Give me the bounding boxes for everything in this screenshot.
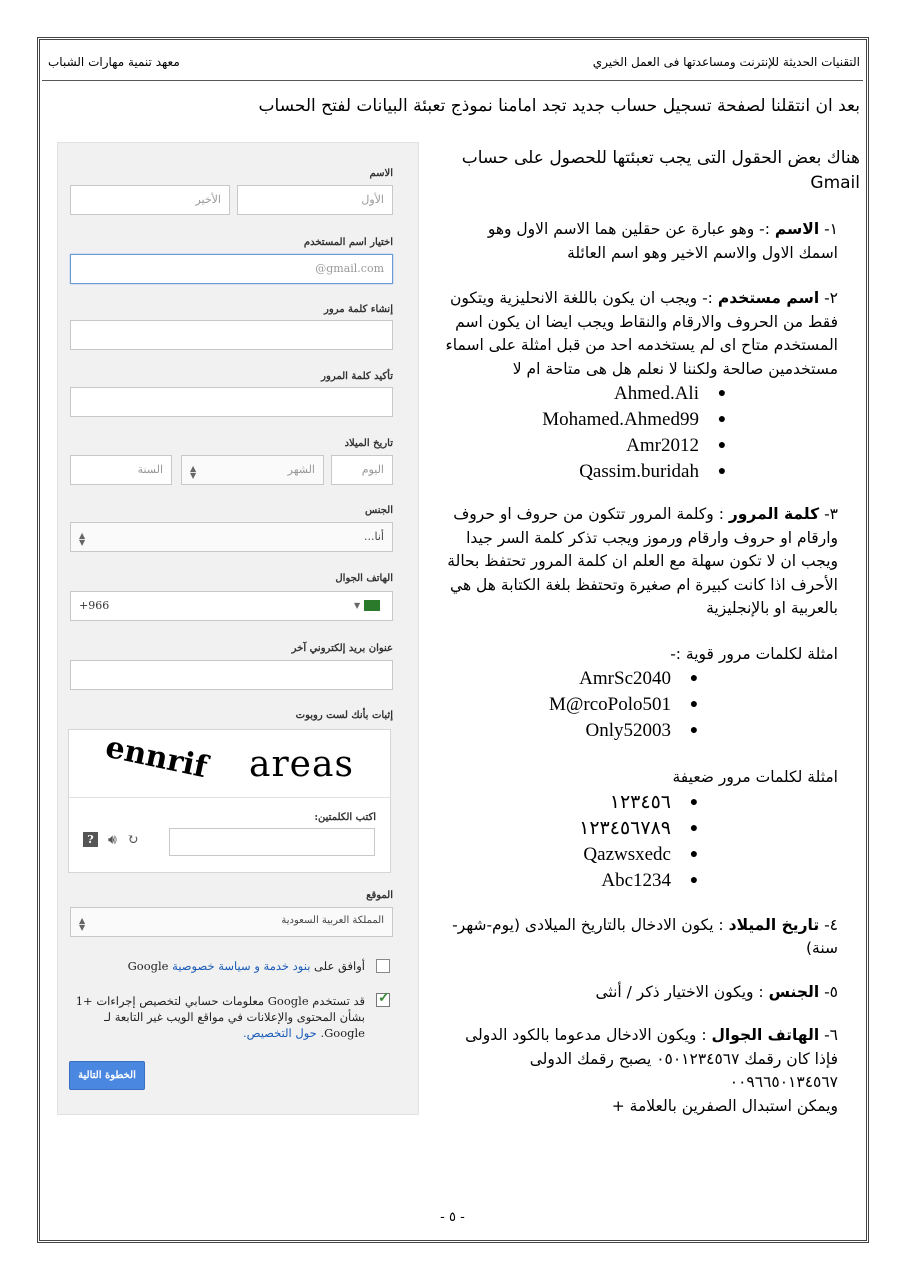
strong-passwords (435, 666, 760, 744)
audio-icon[interactable]: 🔊︎ (108, 832, 117, 848)
list-item: ● Mohamed.Ahmed99 (435, 407, 788, 433)
item-text: : وكلمة المرور تتكون من حروف او حروف وارقام او حروف وارقام ورموز ويجب تذكر كلمة السر جيدا ويجب ان لا تكون سهلة مع العلم ان كلمة المرور تحتفظ بحالة الأحرف اذا كانت كبيرة ام صغيرة وتحتفظ بلغة الكتابة هل هي بالعربية او بالإنجليزية (447, 505, 838, 617)
gender-select[interactable]: أنا... ▲ ▼ (70, 522, 393, 552)
captcha-word: areas (249, 744, 354, 785)
item-title: الجنس (768, 982, 820, 1001)
list-item: ● Amr2012 (435, 433, 788, 459)
select-arrows-icon: ▲ ▼ (79, 916, 86, 932)
item-password (435, 503, 860, 621)
captcha-image (69, 730, 390, 798)
bullet-icon: ● (689, 723, 699, 738)
last-name-input[interactable]: الأخير (70, 185, 230, 215)
bullet-icon: ● (717, 464, 727, 479)
birthdate-label: تاريخ الميلاد (344, 438, 393, 449)
weak-passwords (435, 790, 760, 894)
phone-plus-note: ويمكن استبدال الصفرين بالعلامة + (611, 1096, 838, 1115)
strong-passwords-label: امثلة لكلمات مرور قوية :- (670, 644, 838, 663)
item-number: ٦- (824, 1026, 838, 1044)
item-birthdate (435, 914, 860, 961)
help-icon[interactable]: ? (83, 832, 98, 847)
list-item: ● Ahmed.Ali (435, 381, 788, 407)
list-item: ● M@rcoPolo501 (435, 692, 760, 718)
item-number: ٢- (824, 289, 838, 307)
username-label: اختيار اسم المستخدم (303, 237, 393, 248)
password-label: إنشاء كلمة مرور (324, 304, 393, 315)
item-text: : يكون الادخال بالتاريخ الميلادى (يوم-شهر-سنة) (452, 915, 838, 957)
captcha-distorted-word: ennrif (102, 729, 211, 786)
terms-link[interactable]: بنود خدمة (263, 959, 311, 973)
item-text: : ويكون الاختيار ذكر / أنثى (595, 982, 764, 1001)
checkmark-icon: ✓ (378, 990, 390, 1006)
gender-label: الجنس (364, 505, 393, 516)
item-title: الهاتف الجوال (711, 1026, 820, 1044)
bullet-icon: ● (717, 386, 727, 401)
birth-year-input[interactable]: السنة (70, 455, 172, 485)
item-title: اسم مستخدم (717, 289, 820, 307)
page-number: - ٥ - (440, 1210, 465, 1225)
item-text: :- ويجب ان يكون باللغة الانحليزية ويتكون فقط من الحروف والارقام والنقاط ويجب ايضا ان يكون اسم المستخدم متاح اى لم يستخدمه احد من قبل امثلة على اسماء مستخدمين صالحة ولكننا لا نعلم هل هى متاحة ام لا (445, 289, 838, 378)
verify-label: إثبات بأنك لست روبوت (295, 710, 393, 721)
bullet-icon: ● (717, 438, 727, 453)
first-name-input[interactable]: الأول (237, 185, 393, 215)
item-name (435, 218, 860, 265)
bullet-icon: ● (689, 794, 699, 810)
item-number: ٣- (824, 505, 838, 523)
bullet-icon: ● (689, 872, 699, 888)
intro-text: بعد ان انتقلنا لصفحة تسجيل حساب جديد تجد امامنا نموذج تعبئة البيانات لفتح الحساب (258, 96, 860, 116)
item-title: الاسم (774, 220, 820, 238)
refresh-icon[interactable]: ↻ (126, 832, 139, 848)
personalize-text: قد تستخدم Google معلومات حسابي لتخصيص إجراءات +1 بشأن المحتوى والإعلانات في مواقع الويب غير التابعة لـ Google. حول التخصيص. (75, 994, 365, 1040)
list-item: ● AmrSc2040 (435, 666, 760, 692)
location-label: الموقع (366, 890, 393, 901)
weak-passwords-label: امثلة لكلمات مرور ضعيفة (672, 768, 838, 786)
select-arrows-icon: ▲ ▼ (79, 531, 86, 547)
header-institute: معهد تنمية مهارات الشباب (48, 55, 180, 69)
personalize-link[interactable]: حول التخصيص. (242, 1026, 317, 1040)
list-item: ● ١٢٣٤٥٦٧٨٩ (435, 816, 760, 842)
personalize-checkbox[interactable] (376, 990, 390, 1007)
bullet-icon: ● (689, 846, 699, 862)
birth-day-input[interactable]: اليوم (331, 455, 393, 485)
captcha-type-label: اكتب الكلمتين: (314, 812, 376, 823)
password-input[interactable] (70, 320, 393, 350)
item-gender (435, 981, 860, 1005)
confirm-password-input[interactable] (70, 387, 393, 417)
item-number: ٤- (824, 915, 838, 934)
captcha-input[interactable] (169, 828, 375, 856)
alt-email-label: عنوان بريد إلكتروني آخر (291, 643, 393, 654)
privacy-link[interactable]: سياسة خصوصية (172, 959, 251, 973)
username-examples (435, 381, 788, 485)
phone-example: فإذا كان رقمك ٠٥٠١٢٣٤٥٦٧ يصبح رقمك الدولى (529, 1049, 838, 1068)
chevron-down-icon: ▼ (354, 600, 361, 610)
terms-text: أوافق على بنود خدمة و سياسة خصوصية Google (127, 959, 365, 973)
list-item: ● Abc1234 (435, 868, 760, 894)
text-column (435, 146, 860, 1118)
item-title: كلمة المرور (728, 505, 820, 523)
bullet-icon: ● (717, 412, 727, 427)
item-text: :- وهو عبارة عن حقلين هما الاسم الاول وهو اسمك الاول والاسم الاخير وهو اسم العائلة (487, 220, 838, 262)
username-input[interactable]: @gmail.com (70, 254, 393, 284)
bullet-icon: ● (689, 697, 699, 712)
phone-international: ٠٠٩٦٦٥٠١٣٤٥٦٧ (729, 1073, 838, 1091)
captcha-box (68, 729, 391, 873)
confirm-password-label: تأكيد كلمة المرور (321, 371, 393, 382)
item-number: ٥- (824, 982, 838, 1001)
list-item: ● Qazwsxedc (435, 842, 760, 868)
bullet-icon: ● (689, 671, 699, 686)
list-item: ● Qassim.buridah (435, 459, 788, 485)
header-title: التقنيات الحديثة للإنترنت ومساعدتها فى العمل الخيري (592, 55, 860, 69)
list-item: ● Only52003 (435, 718, 760, 744)
fields-intro: هناك بعض الحقول التى يجب تعبئتها للحصول على حساب Gmail (461, 148, 860, 193)
header-divider (42, 80, 863, 81)
alt-email-input[interactable] (70, 660, 393, 690)
item-title: تاريخ الميلاد (728, 915, 820, 934)
country-dropdown[interactable] (354, 600, 380, 611)
item-phone (435, 1024, 860, 1048)
birth-month-select[interactable]: الشهر ▲ ▼ (181, 455, 324, 485)
select-arrows-icon: ▲ ▼ (190, 464, 197, 480)
location-select[interactable]: المملكة العربية السعودية ▲ ▼ (70, 907, 393, 937)
name-label: الاسم (369, 168, 393, 179)
terms-checkbox[interactable] (376, 959, 390, 973)
item-number: ١- (824, 220, 838, 238)
phone-label: الهاتف الجوال (335, 573, 393, 584)
item-username (435, 287, 860, 381)
next-step-button[interactable]: الخطوة التالية (69, 1061, 145, 1090)
captcha-controls (83, 832, 139, 848)
list-item: ● ١٢٣٤٥٦ (435, 790, 760, 816)
phone-input[interactable]: +966 (70, 591, 393, 621)
bullet-icon: ● (689, 820, 699, 836)
saudi-flag-icon (364, 600, 380, 611)
item-text: : ويكون الادخال مدعوما بالكود الدولى (465, 1026, 707, 1044)
